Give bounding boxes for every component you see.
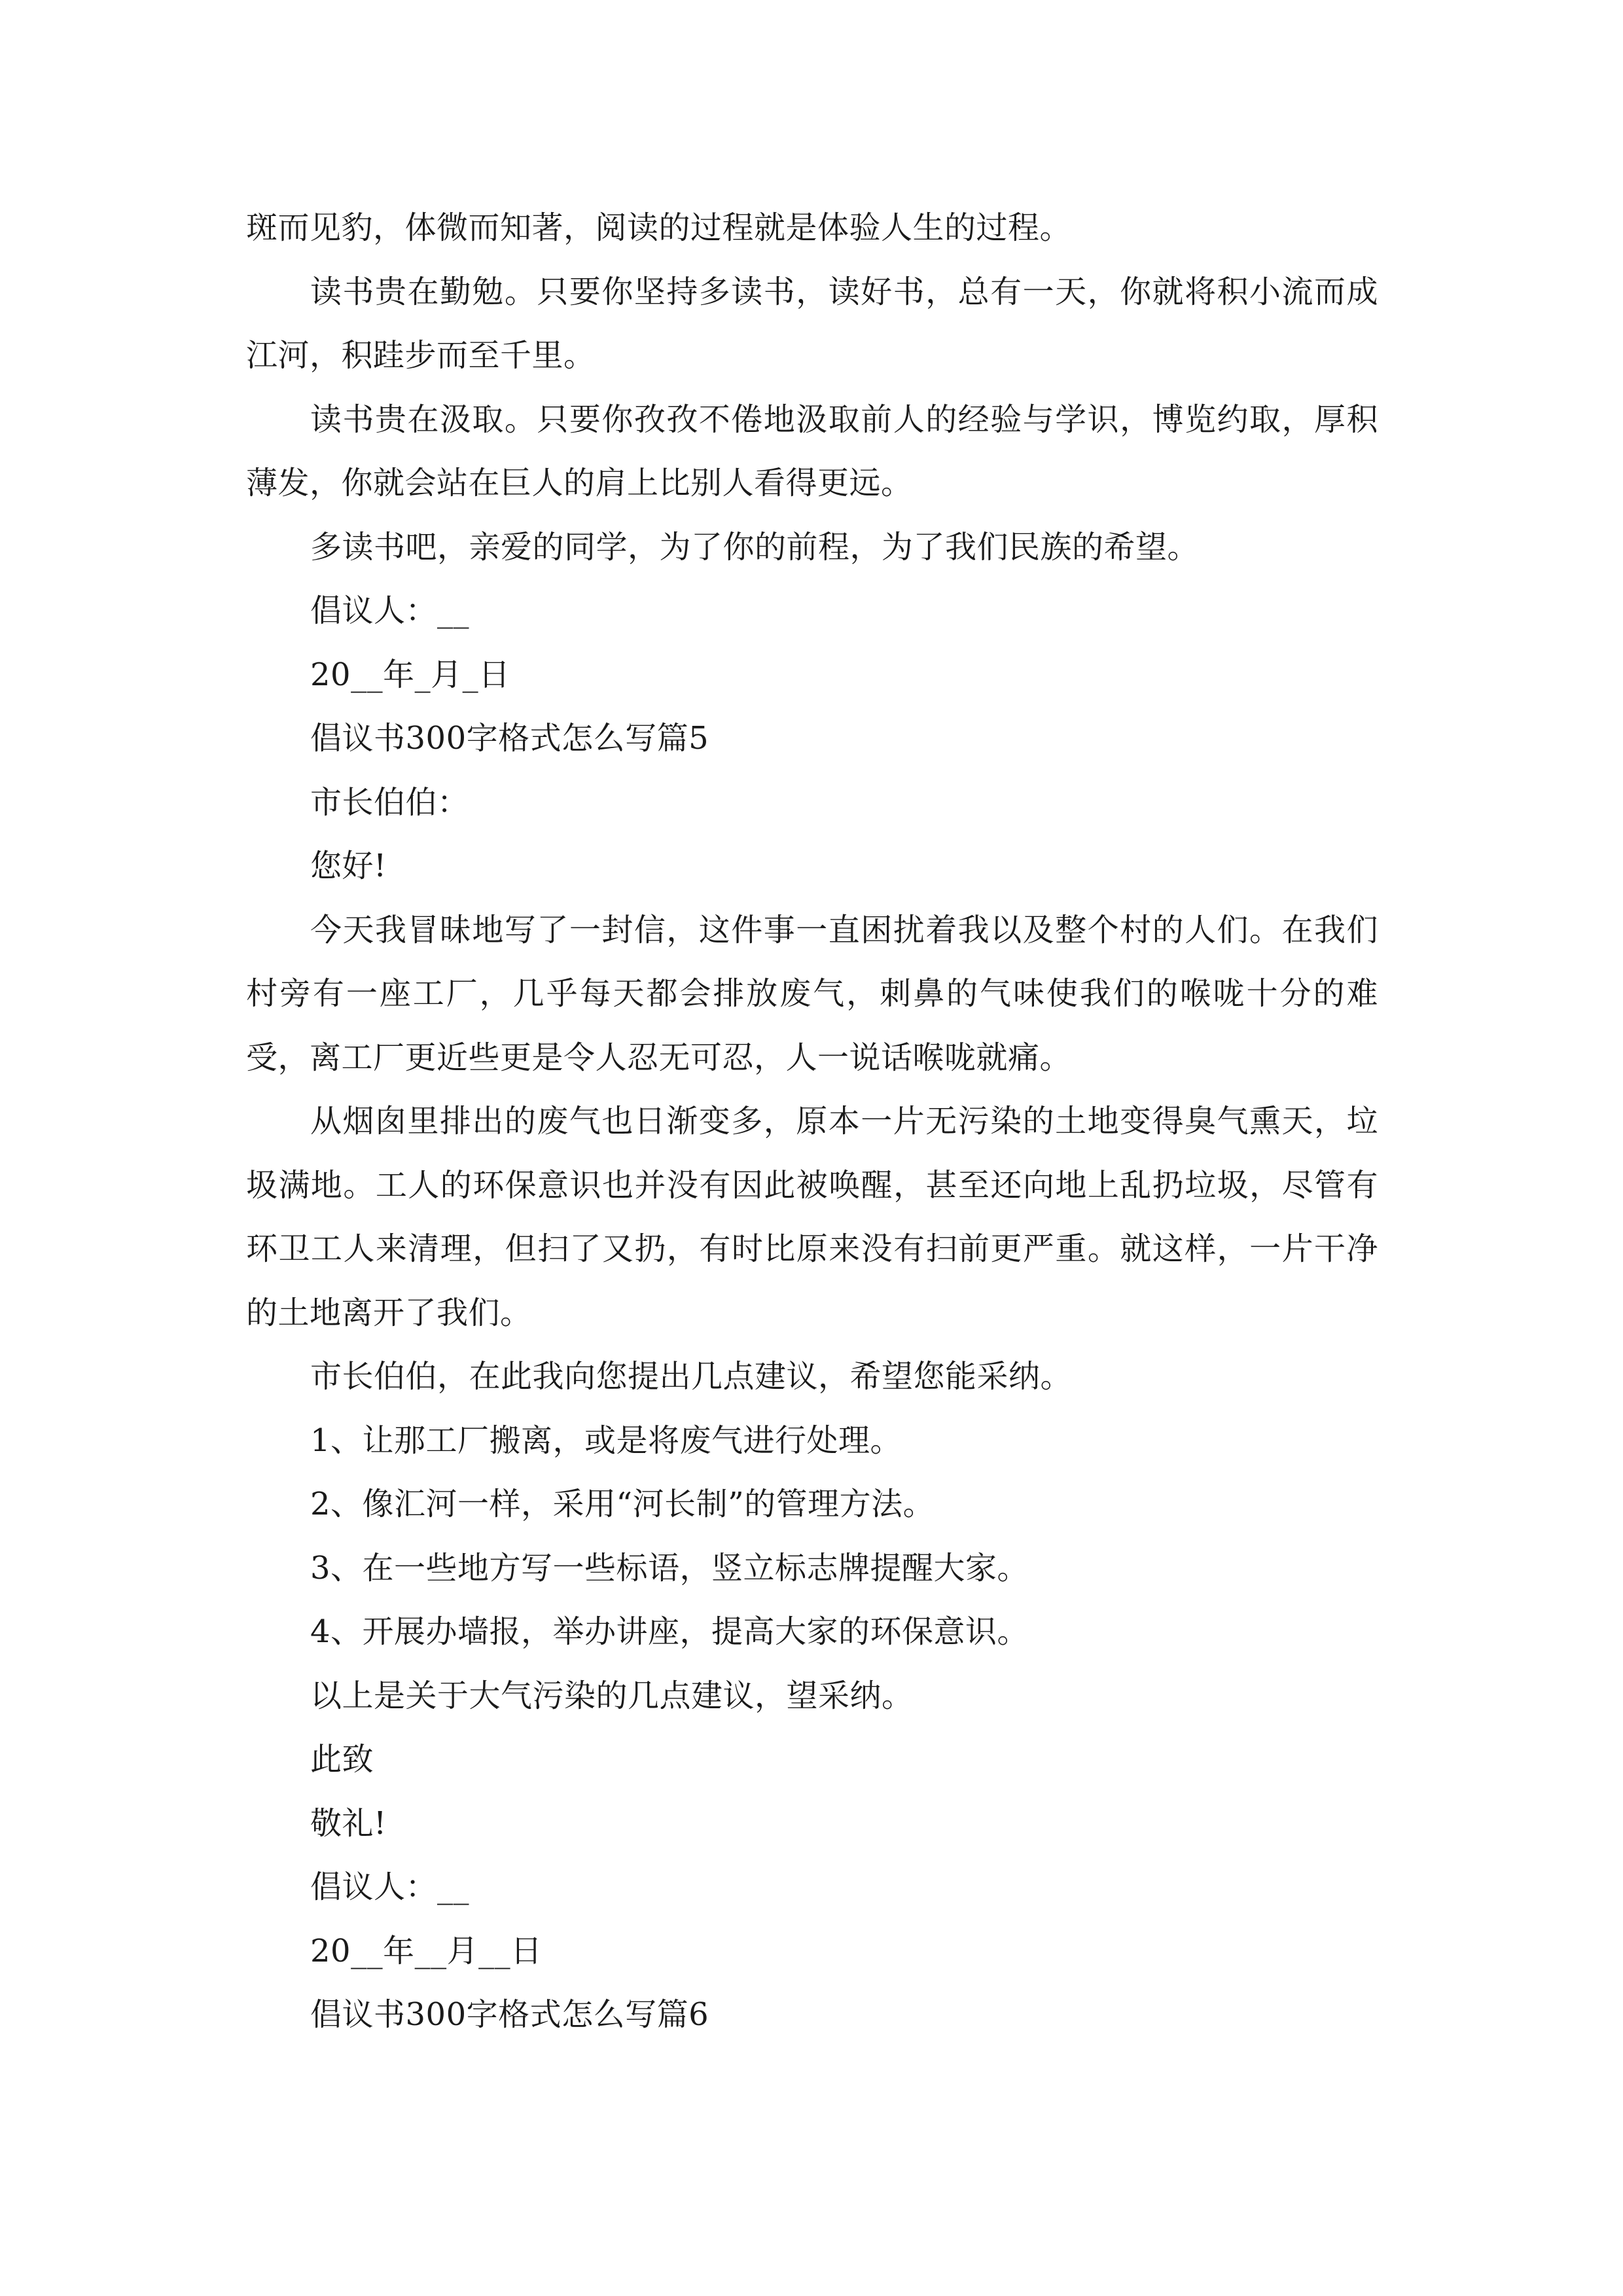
paragraph: 读书贵在勤勉。只要你坚持多读书，读好书，总有一天，你就将积小流而成江河，积跬步而至千里。 bbox=[246, 273, 1378, 374]
list-item: 2、像汇河一样，采用“河长制”的管理方法。 bbox=[310, 1486, 935, 1522]
document-body bbox=[246, 196, 1378, 2047]
paragraph: 多读书吧，亲爱的同学，为了你的前程，为了我们民族的希望。 bbox=[310, 528, 1200, 565]
greeting: 您好! bbox=[310, 848, 387, 884]
paragraph: 以上是关于大气污染的几点建议，望采纳。 bbox=[310, 1677, 914, 1714]
section-heading: 倡议书300字格式怎么写篇6 bbox=[310, 1996, 709, 2033]
closing-line: 此致 bbox=[310, 1741, 374, 1778]
paragraph: 斑而见豹，体微而知著，阅读的过程就是体验人生的过程。 bbox=[246, 209, 1072, 246]
closing-line: 敬礼! bbox=[310, 1804, 387, 1842]
paragraph: 市长伯伯，在此我向您提出几点建议，希望您能采纳。 bbox=[310, 1358, 1073, 1395]
paragraph: 从烟囱里排出的废气也日渐变多，原本一片无污染的土地变得臭气熏天，垃圾满地。工人的环保意识也并没有因此被唤醒，甚至还向地上乱扔垃圾，尽管有环卫工人来清理，但扫了又扔，有时比原来没有扫前更严重。就这样，一片干净的土地离开了我们。 bbox=[246, 1103, 1378, 1331]
list-item: 1、让那工厂搬离，或是将废气进行处理。 bbox=[310, 1422, 902, 1459]
section-heading: 倡议书300字格式怎么写篇5 bbox=[310, 720, 709, 757]
salutation: 市长伯伯： bbox=[310, 783, 469, 821]
date-line: 20__年_月_日 bbox=[310, 656, 510, 693]
list-item: 4、开展办墙报，举办讲座，提高大家的环保意识。 bbox=[310, 1613, 1029, 1650]
list-item: 3、在一些地方写一些标语，竖立标志牌提醒大家。 bbox=[310, 1549, 1029, 1587]
signature-line: 倡议人：__ bbox=[310, 592, 470, 629]
paragraph: 读书贵在汲取。只要你孜孜不倦地汲取前人的经验与学识，博览约取，厚积薄发，你就会站在巨人的肩上比别人看得更远。 bbox=[246, 401, 1378, 501]
date-line: 20__年__月__日 bbox=[310, 1932, 543, 1969]
signature-line: 倡议人：__ bbox=[310, 1869, 470, 1905]
paragraph: 今天我冒昧地写了一封信，这件事一直困扰着我以及整个村的人们。在我们村旁有一座工厂，几乎每天都会排放废气，刺鼻的气味使我们的喉咙十分的难受，离工厂更近些更是令人忍无可忍，人一说话喉咙就痛。 bbox=[246, 911, 1378, 1076]
